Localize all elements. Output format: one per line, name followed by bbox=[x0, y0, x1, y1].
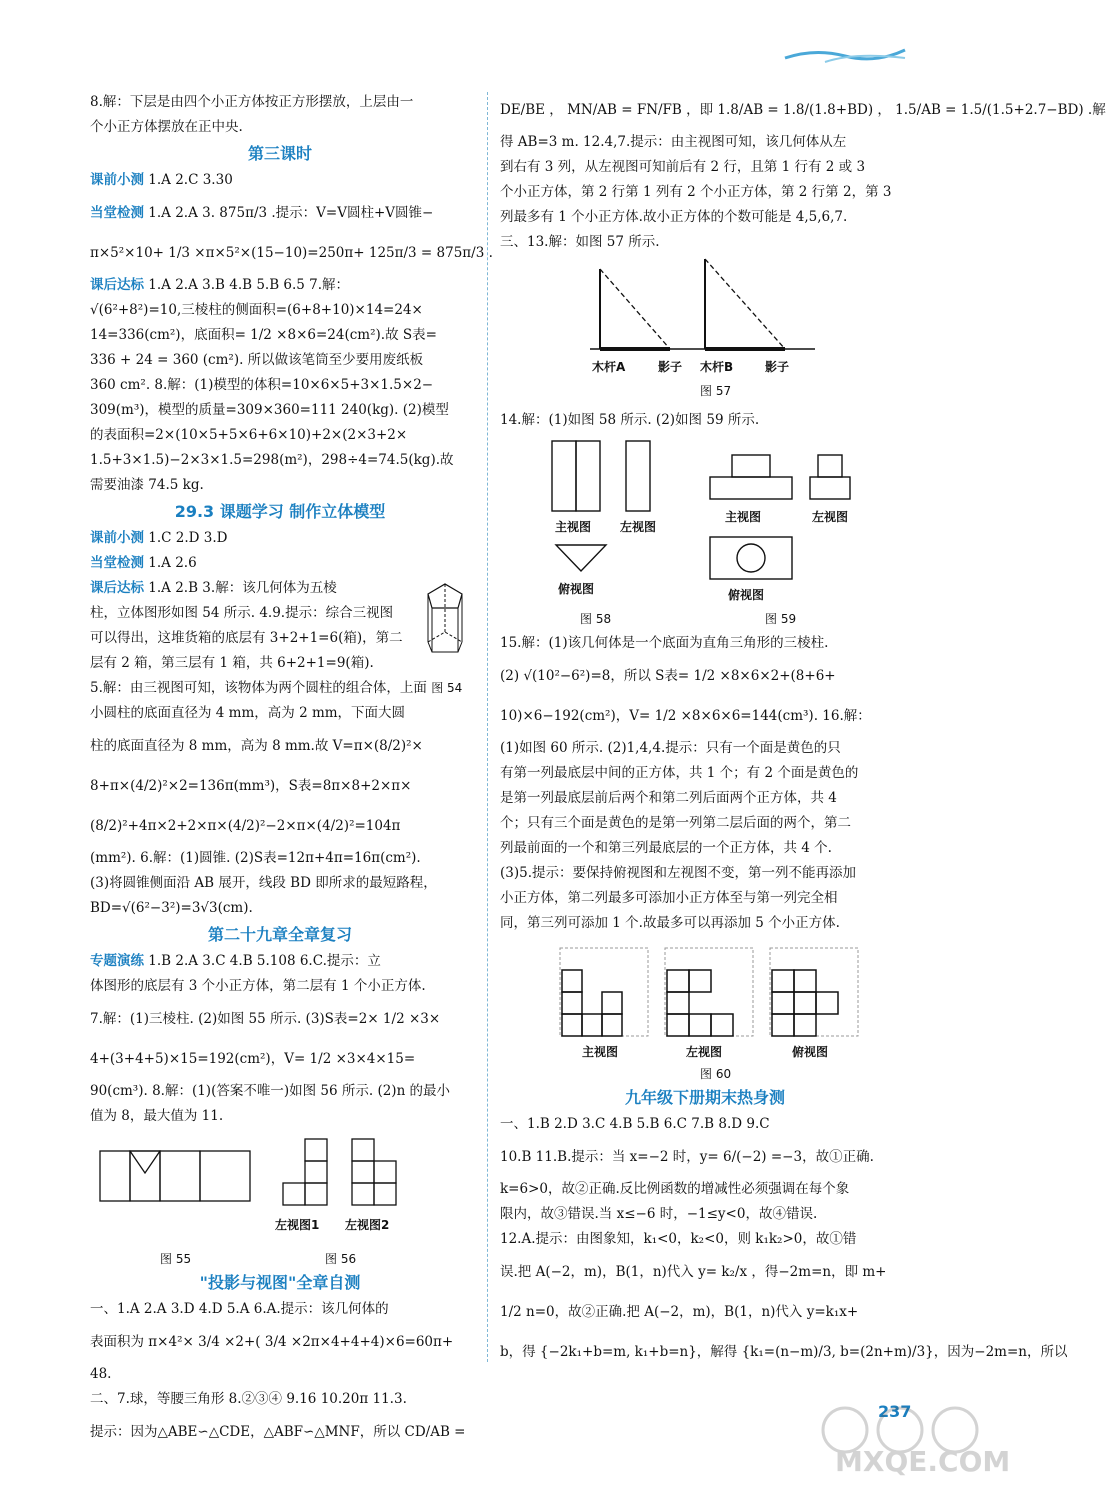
text-line: 一、1.B 2.D 3.C 4.B 5.B 6.C 7.B 8.D 9.C bbox=[500, 1116, 770, 1132]
figure-label: 主视图 bbox=[725, 510, 762, 524]
figure-label: 木杆A bbox=[592, 360, 626, 374]
figure-label: 左视图1 bbox=[275, 1218, 320, 1232]
section-label: 课后达标 bbox=[90, 277, 144, 293]
right-column bbox=[500, 90, 1106, 1372]
figure-caption: 图 55 bbox=[160, 1252, 192, 1266]
text-line: 1.5+3×1.5)−2×3×1.5=298(m²)，298÷4=74.5(kg).故 bbox=[90, 452, 454, 468]
text-line: 个；只有三个面是黄色的是第一列第二层后面的两个，第二 bbox=[500, 815, 851, 831]
text-line: (2) √(10²−6²)=8，所以 S表= 1/2 ×8×6×2+(8+6+ bbox=[500, 668, 836, 684]
watermark-text: MXQE.COM bbox=[835, 1445, 1011, 1478]
figure-label: 主视图 bbox=[555, 520, 592, 534]
answer-text: 1.A 2.B 3.解：该几何体为五棱 bbox=[148, 580, 337, 596]
column-divider bbox=[487, 92, 488, 1362]
text-line: 柱，立体图形如图 54 所示. 4.9.提示：综合三视图 bbox=[90, 605, 394, 621]
text-line: 列最多有 1 个小正方体.故小正方体的个数可能是 4,5,6,7. bbox=[500, 209, 848, 225]
text-line: 提示：因为△ABE∽△CDE，△ABF∽△MNF，所以 CD/AB = bbox=[90, 1424, 466, 1440]
section-heading: 九年级下册期末热身测 bbox=[624, 1088, 785, 1107]
figure-label: 俯视图 bbox=[792, 1045, 829, 1059]
text-line: 小圆柱的底面直径为 4 mm，高为 2 mm，下面大圆 bbox=[90, 705, 406, 721]
text-line: 336 + 24 = 360 (cm²). 所以做该笔筒至少要用废纸板 bbox=[90, 352, 424, 368]
text-line: BD=√(6²−3²)=3√3(cm). bbox=[90, 900, 253, 916]
figure-caption: 图 60 bbox=[700, 1067, 732, 1081]
figure-label: 主视图 bbox=[582, 1045, 619, 1059]
text-line: 个小正方体，第 2 行第 1 列有 2 个小正方体，第 2 行第 2，第 3 bbox=[500, 184, 892, 200]
text-line: 柱的底面直径为 8 mm，高为 8 mm.故 V=π×(8/2)²× bbox=[90, 738, 423, 754]
text-line: (3)5.提示：要保持俯视图和左视图不变，第一列不能再添加 bbox=[500, 865, 857, 881]
text-line: b，得 {−2k₁+b=m, k₁+b=n}，解得 {k₁=(n−m)/3, b=(2n+m)/3}，因为−2m=n，所以 bbox=[500, 1344, 1068, 1360]
figure-label: 左视图2 bbox=[345, 1218, 390, 1232]
figure-caption: 图 58 bbox=[580, 612, 612, 626]
text-line: 10)×6−192(cm²)，V= 1/2 ×8×6×6=144(cm³). 16.解： bbox=[500, 708, 871, 724]
text-line: 体图形的底层有 3 个小正方体，第二层有 1 个小正方体. bbox=[90, 978, 426, 994]
figure-57-drawing bbox=[500, 259, 910, 369]
text-line: 15.解：(1)该几何体是一个底面为直角三角形的三棱柱. bbox=[500, 635, 829, 651]
text-line: (3)将圆锥侧面沿 AB 展开，线段 BD 即所求的最短路程， bbox=[90, 875, 437, 891]
text-line: 到右有 3 列，从左视图可知前后有 2 行，且第 1 行有 2 或 3 bbox=[500, 159, 866, 175]
answer-text: 1.A 2.A 3. 875π/3 .提示：V=V圆柱+V圆锥− bbox=[148, 205, 434, 221]
figure-caption: 图 59 bbox=[765, 612, 797, 626]
text-line: 12.A.提示：由图象知，k₁<0，k₂<0，则 k₁k₂>0，故①错 bbox=[500, 1231, 857, 1247]
watermark-logo bbox=[805, 1400, 1011, 1482]
left-column bbox=[90, 90, 493, 1452]
text-line: 一、1.A 2.A 3.D 4.D 5.A 6.A.提示：该几何体的 bbox=[90, 1301, 389, 1317]
text-line: 360 cm². 8.解：(1)模型的体积=10×6×5+3×1.5×2− bbox=[90, 377, 434, 393]
answer-text: 1.A 2.6 bbox=[148, 555, 197, 571]
text-line: 层有 2 箱，第三层有 1 箱，共 6+2+1=9(箱). bbox=[90, 655, 374, 671]
text-line: 误.把 A(−2，m)，B(1，n)代入 y= k₂/x ，得−2m=n，即 m+ bbox=[500, 1264, 887, 1280]
page-number: 237 bbox=[878, 1402, 912, 1421]
text-line: 5.解：由三视图可知，该物体为两个圆柱的组合体，上面 bbox=[90, 680, 427, 696]
figure-label: 左视图 bbox=[812, 510, 849, 524]
figure-60-drawing bbox=[500, 940, 910, 1040]
text-line: (1)如图 60 所示. (2)1,4,4.提示：只有一个面是黄色的只 bbox=[500, 740, 841, 756]
text-line: 二、7.球，等腰三角形 8.②③④ 9.16 10.20π 11.3. bbox=[90, 1391, 407, 1407]
answer-text: 1.A 2.C 3.30 bbox=[148, 172, 233, 188]
text-line: DE/BE ， MN/AB = FN/FB ，即 1.8/AB = 1.8/(1.8+BD) ， 1.5/AB = 1.5/(1.5+2.7−BD) .解 bbox=[500, 102, 1106, 118]
section-heading: 第三课时 bbox=[247, 144, 312, 163]
answer-text: 1.B 2.A 3.C 4.B 5.108 6.C.提示：立 bbox=[148, 953, 381, 969]
text-line: 表面积为 π×4²× 3/4 ×2+( 3/4 ×2π×4+4+4)×6=60π+ bbox=[90, 1334, 454, 1350]
text-line: 10.B 11.B.提示：当 x=−2 时，y= 6/(−2) =−3，故①正确. bbox=[500, 1149, 874, 1165]
text-line: 有第一列最底层中间的正方体，共 1 个；有 2 个面是黄色的 bbox=[500, 765, 859, 781]
figure-label: 木杆B bbox=[700, 360, 734, 374]
section-label: 专题演练 bbox=[90, 953, 144, 969]
text-line: 的表面积=2×(10×5+5×6+6×10)+2×(2×3+2× bbox=[90, 427, 408, 443]
answer-text: 1.A 2.A 3.B 4.B 5.B 6.5 7.解： bbox=[148, 277, 350, 293]
text-line: (mm²). 6.解：(1)圆锥. (2)S表=12π+4π=16π(cm²). bbox=[90, 850, 421, 866]
header-wave-decoration bbox=[785, 40, 905, 68]
section-heading: 第二十九章全章复习 bbox=[207, 925, 352, 944]
figure-58-59 bbox=[500, 437, 910, 627]
text-line: k=6>0，故②正确.反比例函数的增减性必须强调在每个象 bbox=[500, 1181, 850, 1197]
text-line: π×5²×10+ 1/3 ×π×5²×(15−10)=250π+ 125π/3 = 875π/3 . bbox=[90, 245, 493, 261]
figure-60 bbox=[500, 940, 910, 1080]
section-heading: 29.3 课题学习 制作立体模型 bbox=[174, 502, 386, 521]
figure-caption: 图 57 bbox=[700, 384, 732, 398]
figure-label: 俯视图 bbox=[558, 582, 595, 596]
text-line: 48. bbox=[90, 1366, 112, 1382]
text-line: 小正方体，第二列最多可添加小正方体至与第一列完全相 bbox=[500, 890, 838, 906]
section-label: 当堂检测 bbox=[90, 205, 144, 221]
section-heading: "投影与视图"全章自测 bbox=[199, 1273, 361, 1292]
figure-caption: 图 54 bbox=[431, 681, 463, 695]
answer-text: 1.C 2.D 3.D bbox=[148, 530, 228, 546]
figure-55-56-drawing bbox=[90, 1133, 470, 1213]
text-line: (8/2)²+4π×2+2×π×(4/2)²−2×π×(4/2)²=104π bbox=[90, 818, 401, 834]
figure-57 bbox=[500, 259, 910, 404]
section-label: 当堂检测 bbox=[90, 555, 144, 571]
text-line: 同，第三列可添加 1 个.故最多可以再添加 5 个小正方体. bbox=[500, 915, 840, 931]
section-label: 课前小测 bbox=[90, 530, 144, 546]
text-line: 7.解：(1)三棱柱. (2)如图 55 所示. (3)S表=2× 1/2 ×3× bbox=[90, 1011, 441, 1027]
text-line: 需要油漆 74.5 kg. bbox=[90, 477, 204, 493]
figure-label: 左视图 bbox=[620, 520, 657, 534]
text-line: 90(cm³). 8.解：(1)(答案不唯一)如图 56 所示. (2)n 的最小 bbox=[90, 1083, 451, 1099]
text-line: 值为 8，最大值为 11. bbox=[90, 1108, 224, 1124]
text-line: 得 AB=3 m. 12.4,7.提示：由主视图可知，该几何体从左 bbox=[500, 134, 847, 150]
figure-label: 影子 bbox=[765, 360, 790, 374]
text-line: 列最前面的一个和第三列最底层的一个正方体，共 4 个. bbox=[500, 840, 832, 856]
text-line: 限内，故③错误.当 x≤−6 时，−1≤y<0，故④错误. bbox=[500, 1206, 818, 1222]
pentagonal-prism-figure bbox=[420, 580, 470, 655]
figure-55-56 bbox=[90, 1133, 470, 1243]
section-label: 课前小测 bbox=[90, 172, 144, 188]
text-line: √(6²+8²)=10,三棱柱的侧面积=(6+8+10)×14=24× bbox=[90, 302, 423, 318]
text-line: 14.解：(1)如图 58 所示. (2)如图 59 所示. bbox=[500, 412, 760, 428]
figure-label: 左视图 bbox=[686, 1045, 723, 1059]
text-line: 8+π×(4/2)²×2=136π(mm³)，S表=8π×8+2×π× bbox=[90, 778, 412, 794]
figure-58-59-drawing bbox=[500, 437, 910, 587]
figure-caption: 图 56 bbox=[325, 1252, 357, 1266]
text-line: 三、13.解：如图 57 所示. bbox=[500, 234, 660, 250]
text-line: 可以得出，这堆货箱的底层有 3+2+1=6(箱)，第二 bbox=[90, 630, 403, 646]
text-line: 个小正方体摆放在正中央. bbox=[90, 119, 243, 135]
figure-label: 影子 bbox=[658, 360, 683, 374]
text-line: 8.解：下层是由四个小正方体按正方形摆放，上层由一 bbox=[90, 94, 414, 110]
section-label: 课后达标 bbox=[90, 580, 144, 596]
text-line: 14=336(cm²)，底面积= 1/2 ×8×6=24(cm²).故 S表= bbox=[90, 327, 437, 343]
figure-label: 俯视图 bbox=[728, 588, 765, 602]
text-line: 309(m³)，模型的质量=309×360=111 240(kg). (2)模型 bbox=[90, 402, 449, 418]
text-line: 是第一列最底层前后两个和第二列后面两个正方体，共 4 bbox=[500, 790, 837, 806]
text-line: 1/2 n=0，故②正确.把 A(−2，m)，B(1，n)代入 y=k₁x+ bbox=[500, 1304, 859, 1320]
text-line: 4+(3+4+5)×15=192(cm²)，V= 1/2 ×3×4×15= bbox=[90, 1051, 416, 1067]
